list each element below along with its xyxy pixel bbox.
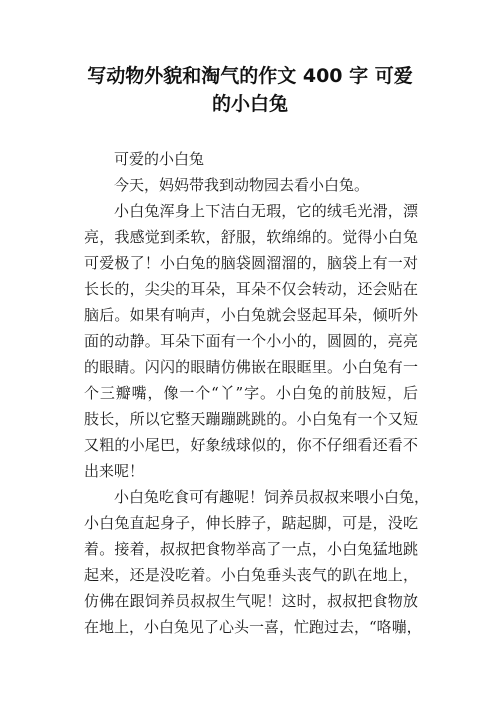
text-line: 又粗的小尾巴，好象绒球似的，你不仔细看还看不 (84, 436, 418, 454)
text-line: 着。接着，叔叔把食物举高了一点，小白兔猛地跳 (84, 540, 418, 558)
text-line: 长长的，尖尖的耳朵，耳朵不仅会转动，还会贴在 (84, 280, 418, 298)
document-body (84, 146, 430, 640)
text-line: 仿佛在跟饲养员叔叔生气呢！这时，叔叔把食物放 (84, 592, 418, 610)
title-line: 的小白兔 (211, 93, 288, 115)
document-title (40, 62, 460, 118)
text-line: 在地上，小白兔见了心头一喜，忙跑过去，“咯嘣， (84, 618, 422, 636)
text-line: 肢长，所以它整天蹦蹦跳跳的。小白兔有一个又短 (84, 410, 418, 428)
text-line: 脑后。如果有响声，小白兔就会竖起耳朵，倾听外 (84, 306, 418, 324)
text-line: 小白兔吃食可有趣呢！饲养员叔叔来喂小白兔， (114, 488, 430, 506)
text-line: 可爱极了！小白兔的脑袋圆溜溜的，脑袋上有一对 (84, 254, 418, 272)
text-line: 起来，还是没吃着。小白兔垂头丧气的趴在地上， (84, 566, 418, 584)
text-line: 可爱的小白兔 (114, 150, 205, 168)
paragraph (84, 172, 418, 198)
text-line: 的眼睛。闪闪的眼睛仿佛嵌在眼眶里。小白兔有一 (84, 358, 418, 376)
text-line: 个三瓣嘴，像一个“丫”字。小白兔的前肢短，后 (84, 384, 418, 402)
paragraph (84, 198, 418, 484)
paragraph (84, 484, 430, 640)
text-line: 面的动静。耳朵下面有一个小小的，圆圆的，亮亮 (84, 332, 418, 350)
title-line: 写动物外貌和淘气的作文 400 字 可爱 (87, 65, 413, 87)
text-line: 出来呢！ (84, 462, 145, 480)
text-line: 小白兔直起身子，伸长脖子，踮起脚，可是，没吃 (84, 514, 418, 532)
paragraph-heading (84, 146, 418, 172)
text-line: 小白兔浑身上下洁白无瑕，它的绒毛光滑，漂 (114, 202, 418, 220)
text-line: 亮，我感觉到柔软，舒服，软绵绵的。觉得小白兔 (84, 228, 418, 246)
text-line: 今天，妈妈带我到动物园去看小白兔。 (114, 176, 370, 194)
